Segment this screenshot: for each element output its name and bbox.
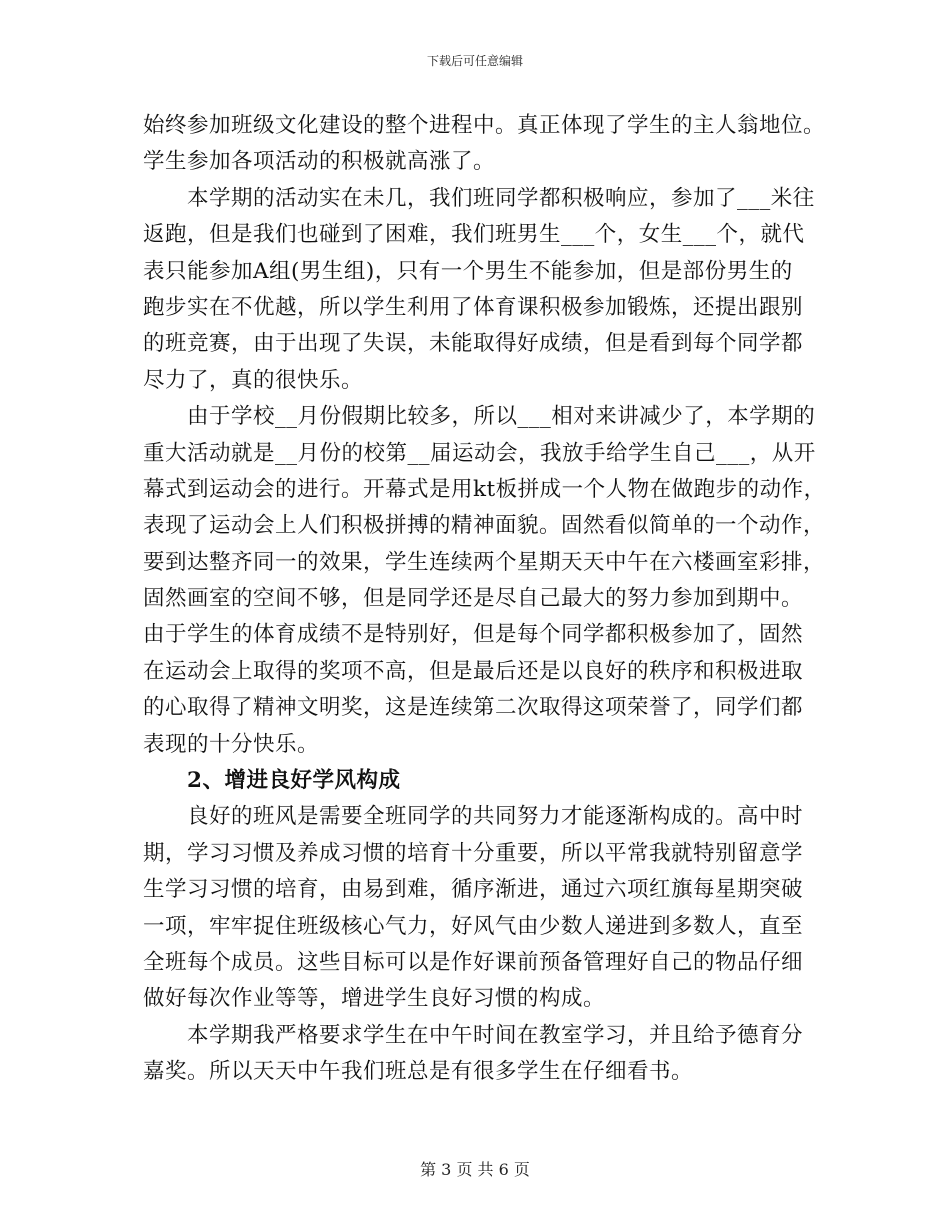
- text-line: 全班每个成员。这些目标可以是作好课前预备管理好自己的物品仔细: [143, 949, 804, 975]
- page-footer: 第 3 页 共 6 页: [420, 1160, 530, 1179]
- text-line: 的班竞赛，由于出现了失误，未能取得好成绩，但是看到每个同学都: [143, 331, 804, 357]
- text-line: 返跑，但是我们也碰到了困难，我们班男生___个，女生___个，就代: [143, 222, 805, 248]
- text-line: 做好每次作业等等，增进学生良好习惯的构成。: [143, 986, 606, 1012]
- text-line: 表只能参加A组(男生组)，只有一个男生不能参加，但是部份男生的: [143, 258, 793, 284]
- text-line: 本学期的活动实在未几，我们班同学都积极响应，参加了___米往: [187, 185, 815, 211]
- text-line: 由于学校__月份假期比较多，所以___相对来讲减少了，本学期的: [187, 404, 816, 430]
- text-line: 幕式到运动会的进行。开幕式是用kt板拼成一个人物在做跑步的动作，: [143, 476, 826, 502]
- text-line: 跑步实在不优越，所以学生利用了体育课积极参加锻炼，还提出跟别: [143, 294, 804, 320]
- text-line: 表现的十分快乐。: [143, 731, 320, 757]
- text-line: 学生参加各项活动的积极就高涨了。: [143, 149, 496, 175]
- text-line: 固然画室的空间不够，但是同学还是尽自己最大的努力参加到期中。: [143, 586, 804, 612]
- text-line: 重大活动就是__月份的校第__届运动会，我放手给学生自己___，从开: [143, 440, 816, 466]
- text-line: 期，学习习惯及养成习惯的培育十分重要，所以平常我就特别留意学: [143, 840, 804, 866]
- text-line: 在运动会上取得的奖项不高，但是最后还是以良好的秩序和积极进取: [143, 658, 804, 684]
- document-body: [143, 108, 826, 1091]
- text-line: 生学习习惯的培育，由易到难，循序渐进，通过六项红旗每星期突破: [143, 877, 804, 903]
- section-heading: 2、增进良好学风构成: [187, 768, 401, 794]
- text-line: 的心取得了精神文明奖，这是连续第二次取得这项荣誉了，同学们都: [143, 695, 804, 721]
- text-line: 始终参加班级文化建设的整个进程中。真正体现了学生的主人翁地位。: [143, 113, 826, 138]
- text-line: 由于学生的体育成绩不是特别好，但是每个同学都积极参加了，固然: [143, 622, 804, 648]
- page-header: 下载后可任意编辑: [426, 54, 523, 68]
- text-line: 一项，牢牢捉住班级核心气力，好风气由少数人递进到多数人，直至: [143, 913, 804, 939]
- text-line: 良好的班风是需要全班同学的共同努力才能逐渐构成的。高中时: [187, 804, 804, 830]
- text-line: 表现了运动会上人们积极拼搏的精神面貌。固然看似简单的一个动作，: [143, 513, 826, 539]
- text-line: 尽力了，真的很快乐。: [143, 367, 364, 393]
- text-line: 本学期我严格要求学生在中午时间在教室学习，并且给予德育分: [187, 1022, 804, 1048]
- text-line: 要到达整齐同一的效果，学生连续两个星期天天中午在六楼画室彩排，: [143, 549, 826, 575]
- text-line: 嘉奖。所以天天中午我们班总是有很多学生在仔细看书。: [143, 1059, 694, 1085]
